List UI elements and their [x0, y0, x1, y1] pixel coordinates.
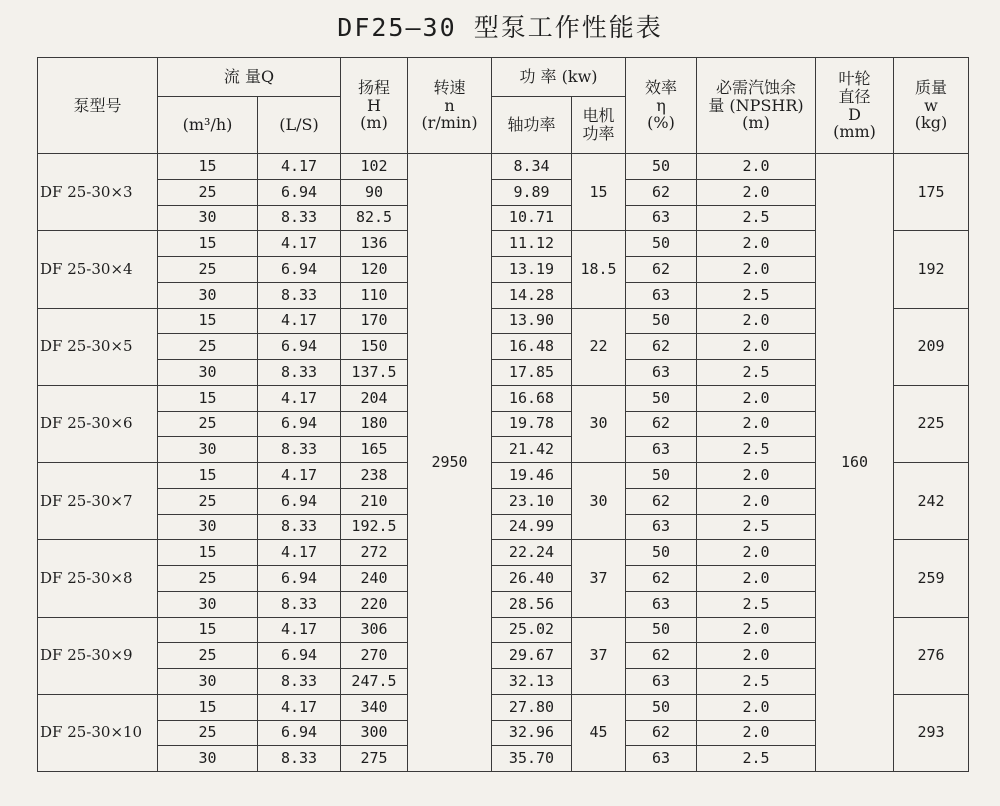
- flow-ls-cell: 6.94: [258, 257, 341, 283]
- flow-ls-cell: 8.33: [258, 591, 341, 617]
- flow-ls-cell: 4.17: [258, 540, 341, 566]
- head-cell: 192.5: [341, 514, 408, 540]
- pump-model-cell: DF 25-30×5: [38, 308, 158, 385]
- npshr-cell: 2.0: [697, 411, 816, 437]
- head-cell: 270: [341, 643, 408, 669]
- flow-ls-cell: 8.33: [258, 746, 341, 772]
- header-flow-ls: (L/S): [258, 97, 341, 154]
- efficiency-cell: 50: [626, 694, 697, 720]
- motor-power-cell: 37: [572, 617, 626, 694]
- head-cell: 210: [341, 488, 408, 514]
- head-cell: 204: [341, 385, 408, 411]
- flow-m3h-cell: 30: [158, 205, 258, 231]
- table-body: [38, 154, 969, 772]
- shaft-power-cell: 28.56: [492, 591, 572, 617]
- shaft-power-cell: 19.46: [492, 463, 572, 489]
- flow-ls-cell: 8.33: [258, 282, 341, 308]
- pump-model-cell: DF 25-30×3: [38, 154, 158, 231]
- head-cell: 220: [341, 591, 408, 617]
- efficiency-cell: 63: [626, 437, 697, 463]
- flow-ls-cell: 6.94: [258, 334, 341, 360]
- flow-ls-cell: 4.17: [258, 385, 341, 411]
- pump-model-cell: DF 25-30×9: [38, 617, 158, 694]
- flow-ls-cell: 6.94: [258, 179, 341, 205]
- header-motor-power: 电机 功率: [572, 97, 626, 154]
- header-speed: 转速 n (r/min): [408, 58, 492, 154]
- speed-cell: 2950: [408, 154, 492, 772]
- flow-m3h-cell: 30: [158, 282, 258, 308]
- head-cell: 82.5: [341, 205, 408, 231]
- efficiency-cell: 50: [626, 154, 697, 180]
- npshr-cell: 2.0: [697, 231, 816, 257]
- shaft-power-cell: 21.42: [492, 437, 572, 463]
- flow-m3h-cell: 25: [158, 334, 258, 360]
- flow-m3h-cell: 25: [158, 488, 258, 514]
- shaft-power-cell: 23.10: [492, 488, 572, 514]
- shaft-power-cell: 32.96: [492, 720, 572, 746]
- head-cell: 137.5: [341, 360, 408, 386]
- npshr-cell: 2.0: [697, 617, 816, 643]
- head-cell: 150: [341, 334, 408, 360]
- mass-cell: 293: [894, 694, 969, 771]
- efficiency-cell: 63: [626, 205, 697, 231]
- efficiency-cell: 62: [626, 257, 697, 283]
- head-cell: 136: [341, 231, 408, 257]
- shaft-power-cell: 9.89: [492, 179, 572, 205]
- npshr-cell: 2.0: [697, 720, 816, 746]
- pump-model-cell: DF 25-30×10: [38, 694, 158, 771]
- efficiency-cell: 62: [626, 720, 697, 746]
- efficiency-cell: 63: [626, 746, 697, 772]
- flow-m3h-cell: 30: [158, 669, 258, 695]
- motor-power-cell: 15: [572, 154, 626, 231]
- flow-ls-cell: 4.17: [258, 694, 341, 720]
- pump-model-cell: DF 25-30×6: [38, 385, 158, 462]
- page-title: DF25—30 型泵工作性能表: [337, 13, 663, 42]
- npshr-cell: 2.5: [697, 514, 816, 540]
- shaft-power-cell: 27.80: [492, 694, 572, 720]
- shaft-power-cell: 14.28: [492, 282, 572, 308]
- npshr-cell: 2.5: [697, 746, 816, 772]
- shaft-power-cell: 16.68: [492, 385, 572, 411]
- head-cell: 247.5: [341, 669, 408, 695]
- npshr-cell: 2.0: [697, 488, 816, 514]
- efficiency-cell: 63: [626, 591, 697, 617]
- flow-ls-cell: 8.33: [258, 437, 341, 463]
- efficiency-cell: 50: [626, 308, 697, 334]
- head-cell: 300: [341, 720, 408, 746]
- shaft-power-cell: 29.67: [492, 643, 572, 669]
- efficiency-cell: 50: [626, 463, 697, 489]
- motor-power-cell: 45: [572, 694, 626, 771]
- flow-m3h-cell: 30: [158, 437, 258, 463]
- efficiency-cell: 62: [626, 488, 697, 514]
- header-head: 扬程 H (m): [341, 58, 408, 154]
- flow-m3h-cell: 30: [158, 514, 258, 540]
- header-power: 功 率 (kw): [492, 58, 626, 97]
- npshr-cell: 2.5: [697, 360, 816, 386]
- shaft-power-cell: 10.71: [492, 205, 572, 231]
- header-shaft-power: 轴功率: [492, 97, 572, 154]
- shaft-power-cell: 22.24: [492, 540, 572, 566]
- shaft-power-cell: 11.12: [492, 231, 572, 257]
- flow-m3h-cell: 25: [158, 179, 258, 205]
- npshr-cell: 2.5: [697, 591, 816, 617]
- header-flow: 流 量Q: [158, 58, 341, 97]
- flow-ls-cell: 6.94: [258, 720, 341, 746]
- shaft-power-cell: 25.02: [492, 617, 572, 643]
- efficiency-cell: 63: [626, 360, 697, 386]
- shaft-power-cell: 32.13: [492, 669, 572, 695]
- flow-ls-cell: 6.94: [258, 566, 341, 592]
- npshr-cell: 2.0: [697, 385, 816, 411]
- flow-m3h-cell: 15: [158, 463, 258, 489]
- npshr-cell: 2.0: [697, 154, 816, 180]
- efficiency-cell: 50: [626, 540, 697, 566]
- head-cell: 275: [341, 746, 408, 772]
- flow-m3h-cell: 25: [158, 257, 258, 283]
- flow-m3h-cell: 25: [158, 643, 258, 669]
- head-cell: 340: [341, 694, 408, 720]
- impeller-cell: 160: [816, 154, 894, 772]
- head-cell: 238: [341, 463, 408, 489]
- head-cell: 120: [341, 257, 408, 283]
- mass-cell: 259: [894, 540, 969, 617]
- flow-ls-cell: 8.33: [258, 205, 341, 231]
- motor-power-cell: 22: [572, 308, 626, 385]
- efficiency-cell: 50: [626, 617, 697, 643]
- pump-model-cell: DF 25-30×8: [38, 540, 158, 617]
- head-cell: 180: [341, 411, 408, 437]
- flow-ls-cell: 6.94: [258, 643, 341, 669]
- header-model: 泵型号: [38, 58, 158, 154]
- flow-m3h-cell: 15: [158, 540, 258, 566]
- head-cell: 165: [341, 437, 408, 463]
- efficiency-cell: 62: [626, 411, 697, 437]
- npshr-cell: 2.0: [697, 540, 816, 566]
- npshr-cell: 2.0: [697, 463, 816, 489]
- flow-m3h-cell: 15: [158, 231, 258, 257]
- efficiency-cell: 62: [626, 334, 697, 360]
- shaft-power-cell: 16.48: [492, 334, 572, 360]
- shaft-power-cell: 17.85: [492, 360, 572, 386]
- head-cell: 306: [341, 617, 408, 643]
- pump-model-cell: DF 25-30×4: [38, 231, 158, 308]
- flow-m3h-cell: 15: [158, 385, 258, 411]
- head-cell: 110: [341, 282, 408, 308]
- npshr-cell: 2.0: [697, 566, 816, 592]
- flow-m3h-cell: 25: [158, 720, 258, 746]
- flow-m3h-cell: 30: [158, 746, 258, 772]
- head-cell: 90: [341, 179, 408, 205]
- head-cell: 102: [341, 154, 408, 180]
- flow-m3h-cell: 30: [158, 591, 258, 617]
- flow-ls-cell: 6.94: [258, 488, 341, 514]
- flow-m3h-cell: 25: [158, 411, 258, 437]
- shaft-power-cell: 35.70: [492, 746, 572, 772]
- shaft-power-cell: 13.19: [492, 257, 572, 283]
- flow-ls-cell: 4.17: [258, 617, 341, 643]
- efficiency-cell: 63: [626, 514, 697, 540]
- motor-power-cell: 30: [572, 385, 626, 462]
- flow-ls-cell: 4.17: [258, 463, 341, 489]
- flow-ls-cell: 6.94: [258, 411, 341, 437]
- motor-power-cell: 18.5: [572, 231, 626, 308]
- flow-ls-cell: 8.33: [258, 360, 341, 386]
- shaft-power-cell: 19.78: [492, 411, 572, 437]
- header-efficiency: 效率 η (%): [626, 58, 697, 154]
- flow-ls-cell: 4.17: [258, 231, 341, 257]
- flow-m3h-cell: 15: [158, 154, 258, 180]
- table-row: [38, 154, 969, 180]
- flow-m3h-cell: 15: [158, 617, 258, 643]
- flow-ls-cell: 8.33: [258, 669, 341, 695]
- header-flow-m3h: (m³/h): [158, 97, 258, 154]
- head-cell: 272: [341, 540, 408, 566]
- npshr-cell: 2.0: [697, 334, 816, 360]
- mass-cell: 175: [894, 154, 969, 231]
- efficiency-cell: 62: [626, 643, 697, 669]
- pump-model-cell: DF 25-30×7: [38, 463, 158, 540]
- efficiency-cell: 50: [626, 231, 697, 257]
- npshr-cell: 2.5: [697, 282, 816, 308]
- mass-cell: 276: [894, 617, 969, 694]
- head-cell: 170: [341, 308, 408, 334]
- mass-cell: 242: [894, 463, 969, 540]
- shaft-power-cell: 13.90: [492, 308, 572, 334]
- header-npshr: 必需汽蚀余 量 (NPSHR) (m): [697, 58, 816, 154]
- efficiency-cell: 62: [626, 566, 697, 592]
- motor-power-cell: 37: [572, 540, 626, 617]
- npshr-cell: 2.0: [697, 643, 816, 669]
- shaft-power-cell: 24.99: [492, 514, 572, 540]
- flow-ls-cell: 8.33: [258, 514, 341, 540]
- flow-ls-cell: 4.17: [258, 154, 341, 180]
- flow-m3h-cell: 15: [158, 308, 258, 334]
- mass-cell: 209: [894, 308, 969, 385]
- npshr-cell: 2.5: [697, 205, 816, 231]
- flow-m3h-cell: 30: [158, 360, 258, 386]
- npshr-cell: 2.0: [697, 308, 816, 334]
- mass-cell: 225: [894, 385, 969, 462]
- npshr-cell: 2.5: [697, 437, 816, 463]
- head-cell: 240: [341, 566, 408, 592]
- shaft-power-cell: 26.40: [492, 566, 572, 592]
- motor-power-cell: 30: [572, 463, 626, 540]
- npshr-cell: 2.5: [697, 669, 816, 695]
- npshr-cell: 2.0: [697, 694, 816, 720]
- flow-m3h-cell: 15: [158, 694, 258, 720]
- npshr-cell: 2.0: [697, 179, 816, 205]
- mass-cell: 192: [894, 231, 969, 308]
- flow-ls-cell: 4.17: [258, 308, 341, 334]
- shaft-power-cell: 8.34: [492, 154, 572, 180]
- npshr-cell: 2.0: [697, 257, 816, 283]
- flow-m3h-cell: 25: [158, 566, 258, 592]
- header-mass: 质量 w (kg): [894, 58, 969, 154]
- header-impeller: 叶轮 直径 D (mm): [816, 58, 894, 154]
- efficiency-cell: 50: [626, 385, 697, 411]
- performance-table: [37, 57, 969, 772]
- efficiency-cell: 62: [626, 179, 697, 205]
- efficiency-cell: 63: [626, 282, 697, 308]
- efficiency-cell: 63: [626, 669, 697, 695]
